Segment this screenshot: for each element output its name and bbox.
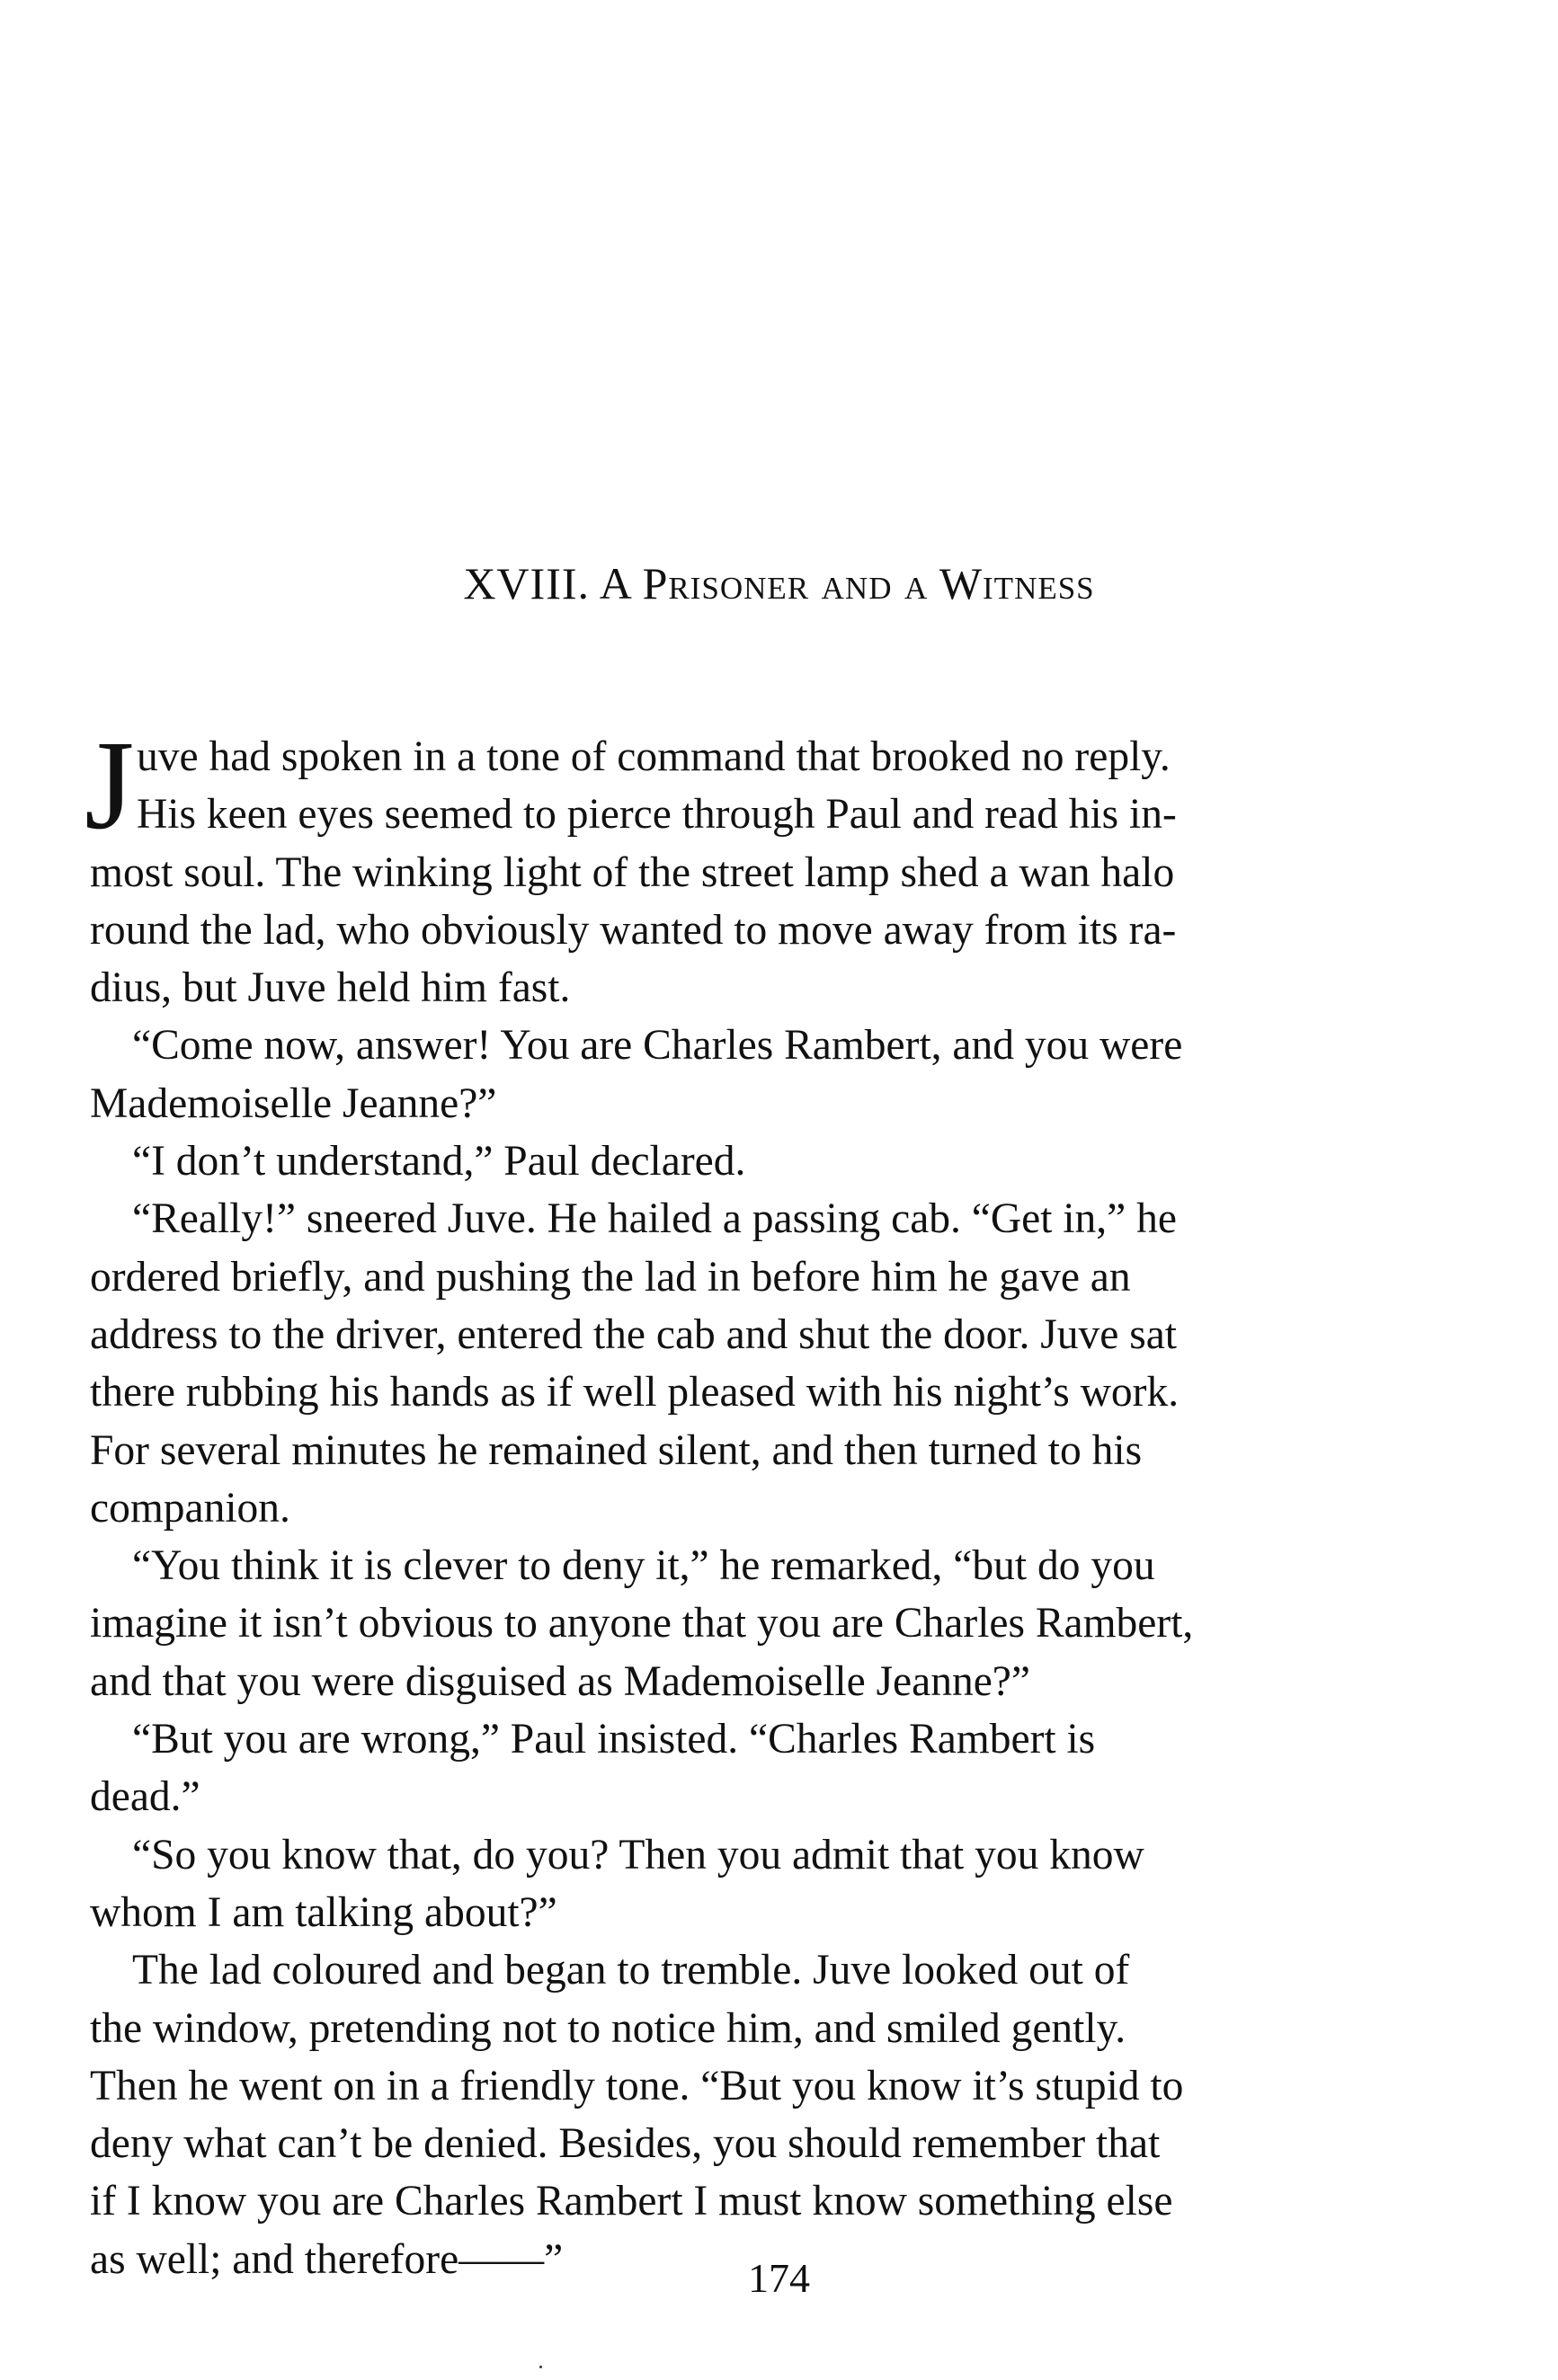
text-line: ordered briefly, and pushing the lad in before him he gave an: [90, 1253, 1131, 1301]
page-number: 174: [748, 2255, 810, 2301]
text-line: The lad coloured and began to tremble. Juve looked out of: [132, 1947, 1130, 1994]
text-line: address to the driver, entered the cab and shut the door. Juve sat: [90, 1310, 1177, 1358]
text-line: round the lad, who obviously wanted to move away from its ra-: [90, 906, 1177, 954]
text-line: companion.: [90, 1484, 290, 1532]
text-line: “Come now, answer! You are Charles Rambert, and you were: [132, 1022, 1183, 1070]
text-line: “I don’t understand,” Paul declared.: [132, 1138, 746, 1186]
text-line: For several minutes he remained silent, and then turned to his: [90, 1426, 1143, 1474]
text-line: the window, pretending not to notice him, and smiled gently.: [90, 2004, 1126, 2052]
text-line: and that you were disguised as Mademoiselle Jeanne?”: [90, 1657, 1030, 1705]
paragraph-5: [90, 1537, 1359, 1710]
paragraph-8: [90, 1941, 1359, 2288]
paragraph-7: [90, 1826, 1359, 1942]
text-line: Then he went on in a friendly tone. “But you know it’s stupid to: [90, 2062, 1184, 2109]
text-line: Mademoiselle Jeanne?”: [90, 1079, 497, 1127]
text-line: if I know you are Charles Rambert I must know something else: [90, 2178, 1173, 2225]
text-line: there rubbing his hands as if well pleased with his night’s work.: [90, 1369, 1180, 1416]
paragraph-6: [90, 1710, 1359, 1826]
text-line: whom I am talking about?”: [90, 1888, 557, 1936]
text-line: “So you know that, do you? Then you admit that you know: [132, 1831, 1144, 1878]
text-line: “Really!” sneered Juve. He hailed a passing cab. “Get in,” he: [132, 1195, 1177, 1243]
text-line: as well; and therefore——”: [90, 2235, 564, 2283]
text-line: most soul. The winking light of the street lamp shed a wan halo: [90, 848, 1175, 896]
print-speck: [539, 2366, 542, 2368]
paragraph-4: [90, 1190, 1359, 1537]
paragraph-2: [90, 1017, 1359, 1132]
text-line: His keen eyes seemed to pierce through Paul and read his in-: [137, 791, 1177, 839]
text-line: dius, but Juve held him fast.: [90, 964, 571, 1012]
text-line: imagine it isn’t obvious to anyone that you are Charles Rambert,: [90, 1600, 1194, 1647]
paragraph-1: [85, 714, 1359, 1017]
text-line: “But you are wrong,” Paul insisted. “Charles Rambert is: [132, 1716, 1096, 1763]
paragraph-3: [90, 1132, 1359, 1190]
drop-cap: J: [85, 714, 135, 856]
chapter-title: XVIII. A Prisoner and a Witness: [463, 558, 1095, 608]
body-text: [85, 714, 1359, 2288]
text-line: “You think it is clever to deny it,” he remarked, “but do you: [132, 1542, 1155, 1590]
text-line: dead.”: [90, 1773, 200, 1821]
text-line: uve had spoken in a tone of command that brooked no reply.: [137, 733, 1171, 780]
text-line: deny what can’t be denied. Besides, you should remember that: [90, 2120, 1161, 2168]
